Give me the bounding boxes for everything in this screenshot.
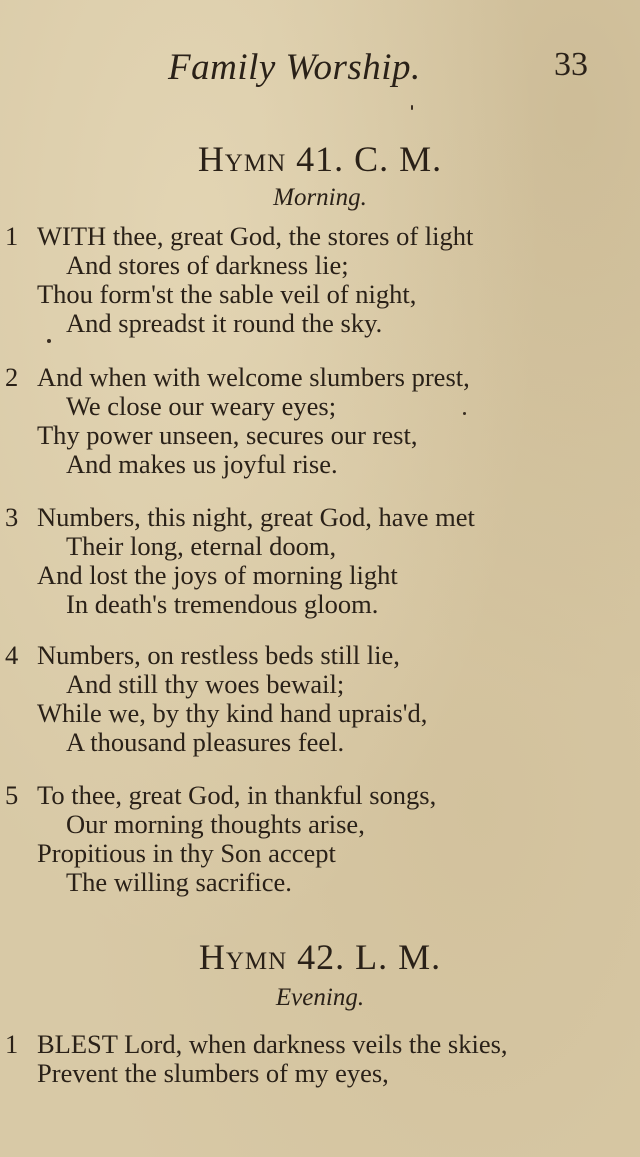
verse-line: And still thy woes bewail; <box>66 669 345 699</box>
verse-line: Thy power unseen, secures our rest, <box>37 420 418 450</box>
verse-line: The willing sacrifice. <box>66 867 292 897</box>
verse-line: And spreadst it round the sky. <box>66 308 383 338</box>
verse-line: While we, by thy kind hand uprais'd, <box>37 698 428 728</box>
verse-line: And makes us joyful rise. <box>66 449 338 479</box>
page-number: 33 <box>554 46 588 83</box>
verse-line: Their long, eternal doom, <box>66 531 337 561</box>
hymn-subtitle: Morning. <box>273 184 367 211</box>
stanza-number: 1 <box>5 1029 19 1059</box>
ink-speck <box>47 339 51 343</box>
stanza-number: 5 <box>5 780 19 810</box>
running-title: Family Worship. <box>168 47 421 88</box>
hymn-heading: Hymn 41. C. M. <box>197 139 443 179</box>
stanza-number: 3 <box>5 502 19 532</box>
verse-line: Prevent the slumbers of my eyes, <box>37 1058 389 1088</box>
ink-speck <box>463 412 466 415</box>
verse-line: And when with welcome slumbers prest, <box>37 362 470 392</box>
verse-line: Numbers, this night, great God, have met <box>37 502 475 532</box>
verse-line: A thousand pleasures feel. <box>66 727 345 757</box>
verse-line: Numbers, on restless beds still lie, <box>37 640 400 670</box>
stanza-number: 4 <box>5 640 19 670</box>
verse-line: To thee, great God, in thankful songs, <box>37 780 437 810</box>
verse-line: In death's tremendous gloom. <box>66 589 379 619</box>
verse-line: Thou form'st the sable veil of night, <box>37 279 417 309</box>
verse-line: Propitious in thy Son accept <box>37 838 336 868</box>
stanza-number: 1 <box>5 221 19 251</box>
ink-speck <box>411 105 413 110</box>
hymn-heading: Hymn 42. L. M. <box>198 937 442 977</box>
hymn-subtitle: Evening. <box>275 984 365 1011</box>
verse-line: And lost the joys of morning light <box>37 560 398 590</box>
stanza-number: 2 <box>5 362 19 392</box>
verse-line: Our morning thoughts arise, <box>66 809 365 839</box>
verse-line: BLEST Lord, when darkness veils the skies, <box>37 1029 508 1059</box>
verse-line: WITH thee, great God, the stores of light <box>37 221 474 251</box>
running-head <box>0 46 640 96</box>
verse-line: And stores of darkness lie; <box>66 250 349 280</box>
verse-line: We close our weary eyes; <box>66 391 337 421</box>
